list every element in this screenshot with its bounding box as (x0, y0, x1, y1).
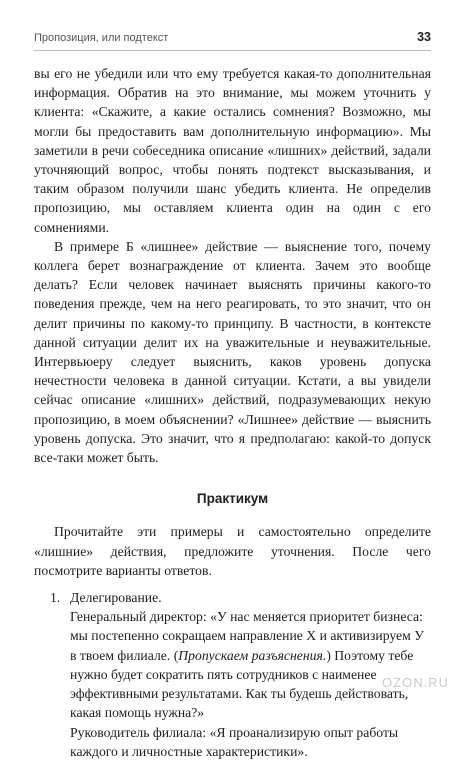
list-content (70, 588, 431, 761)
page-header (34, 30, 431, 44)
header-rule (34, 50, 431, 51)
page-number: 33 (417, 30, 431, 44)
dialogue-line: Руководитель филиала: «Я проанализирую опыт работы каждого и личностные характеристики». (70, 724, 399, 759)
dialogue-text: ) Поэтому тебе нужно будет сократить пять сотрудников с наименее эффективными результатами. Как ты будешь действовать, какая помощь нужна?» (70, 647, 414, 721)
practicum-intro: Прочитайте эти примеры и самостоятельно определите «лишние» действия, предложите уточнения. После чего посмотрите варианты ответов. (34, 524, 431, 578)
paragraph: вы его не убедили или что ему требуется какая-то дополнительная информация. Обратив на это внимание, мы можем уточнить у клиента: «Скажите, а какие остались сомнения? Возможно, мы могли бы предоставить вам дополнительную информацию». Мы заметили в речи собеседника описание «лишних» действий, задали уточняющий вопрос, чтобы понять подтекст высказывания, и таким образом получили шанс убедить клиента. Не определив пропозицию, мы оставляем клиента один на один с его сомнениями. (34, 66, 431, 235)
running-title: Пропозиция, или подтекст (34, 32, 169, 44)
list-number: 1. (50, 590, 61, 606)
page-body (34, 64, 431, 761)
watermark: OZON.RU (382, 675, 449, 690)
dialogue-text: Генеральный директор: «У нас меняется приоритет бизнеса: мы постепенно сокращаем направление Х и активизируем У в твоем филиале. ( (70, 609, 424, 663)
dialogue-line (70, 607, 431, 722)
list-item-title: Делегирование. (70, 590, 162, 606)
paragraph: В примере Б «лишнее» действие — выяснение того, почему коллега берет вознаграждение от клиента. Зачем это вообще делать? Если человек начинает выяснять причины какого-то поведения прежде, чем на него реагировать, то это значит, что он делит причины по какому-то принципу. В частности, в контексте данной ситуации делит их на уважительные и неуважительные. Интервьюеру следует выяснить, каков уровень допуска нечестности человека в данной ситуации. Кстати, а вы увидели сейчас описание «лишних» действий, подразумевающих некую пропозицию, в моем объяснении? «Лишнее» действие — выяснить уровень допуска. Это значит, что я предполагаю: какой-то допуск все-таки может быть. (34, 238, 431, 466)
section-heading: Практикум (196, 491, 269, 507)
list-item (34, 588, 431, 761)
italic-remark: Пропускаем разъяснения. (178, 647, 327, 663)
